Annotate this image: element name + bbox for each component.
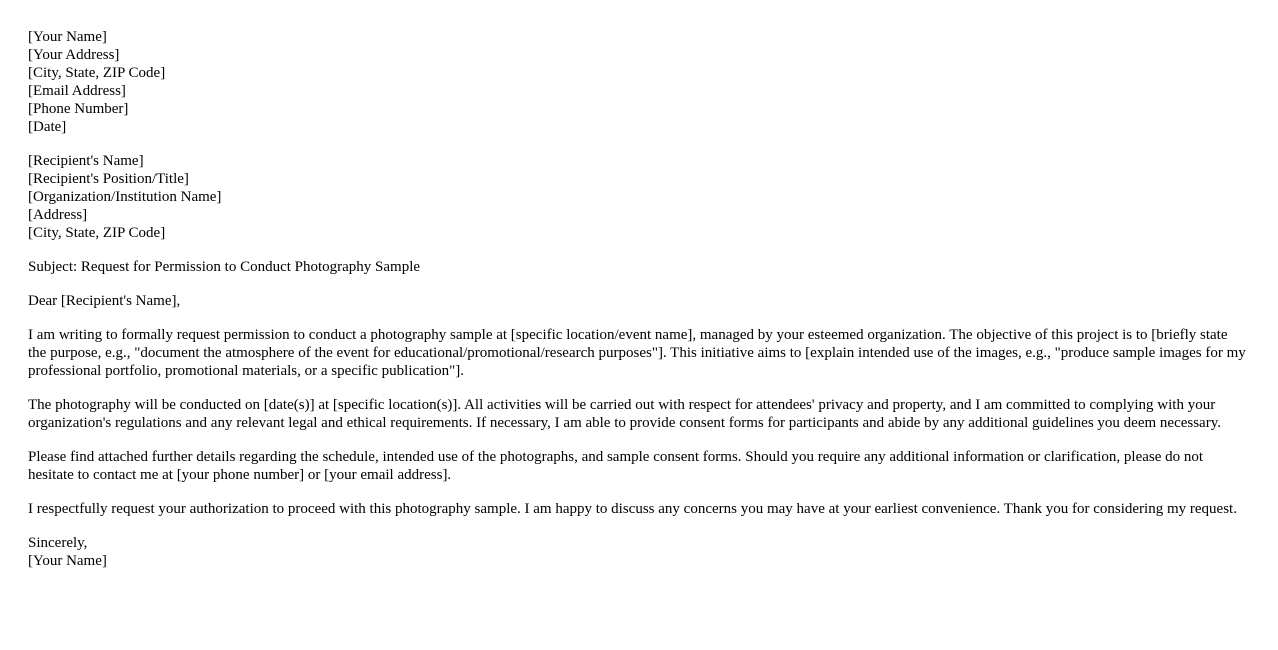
sender-email: [Email Address] bbox=[28, 83, 126, 99]
recipient-city-state-zip: [City, State, ZIP Code] bbox=[28, 225, 166, 241]
letter-date: [Date] bbox=[28, 119, 67, 135]
sender-block bbox=[28, 28, 1248, 136]
sender-name: [Your Name] bbox=[28, 29, 107, 45]
salutation: Dear [Recipient's Name], bbox=[28, 293, 181, 309]
subject-line: Subject: Request for Permission to Conduct Photography Sample bbox=[28, 259, 421, 275]
letter-document bbox=[28, 28, 1248, 586]
signature-name: [Your Name] bbox=[28, 553, 107, 569]
closing-block bbox=[28, 534, 1248, 570]
body-paragraph-1: I am writing to formally request permission to conduct a photography sample at [specific location/event name], managed by your esteemed organization. The objective of this project is to [briefly state the purpose, e.g., "document the atmosphere of the event for educational/promotional/research purposes"]. This initiative aims to [explain intended use of the images, e.g., "produce sample images for my professional portfolio, promotional materials, or a specific publication"]. bbox=[28, 327, 1246, 379]
recipient-name: [Recipient's Name] bbox=[28, 153, 144, 169]
recipient-block bbox=[28, 152, 1248, 242]
recipient-address: [Address] bbox=[28, 207, 88, 223]
body-paragraph-4: I respectfully request your authorization to proceed with this photography sample. I am happy to discuss any concerns you may have at your earliest convenience. Thank you for considering my request. bbox=[28, 501, 1237, 517]
body-paragraph-3: Please find attached further details regarding the schedule, intended use of the photographs, and sample consent forms. Should you require any additional information or clarification, please do not hesitate to contact me at [your phone number] or [your email address]. bbox=[28, 449, 1204, 483]
sender-city-state-zip: [City, State, ZIP Code] bbox=[28, 65, 166, 81]
valediction: Sincerely, bbox=[28, 535, 88, 551]
body-paragraph-2: The photography will be conducted on [date(s)] at [specific location(s)]. All activities will be carried out with respect for attendees' privacy and property, and I am committed to complying with your organization's regulations and any relevant legal and ethical requirements. If necessary, I am able to provide consent forms for participants and abide by any additional guidelines you deem necessary. bbox=[28, 397, 1221, 431]
sender-address: [Your Address] bbox=[28, 47, 120, 63]
recipient-organization: [Organization/Institution Name] bbox=[28, 189, 222, 205]
sender-phone: [Phone Number] bbox=[28, 101, 129, 117]
recipient-position: [Recipient's Position/Title] bbox=[28, 171, 189, 187]
